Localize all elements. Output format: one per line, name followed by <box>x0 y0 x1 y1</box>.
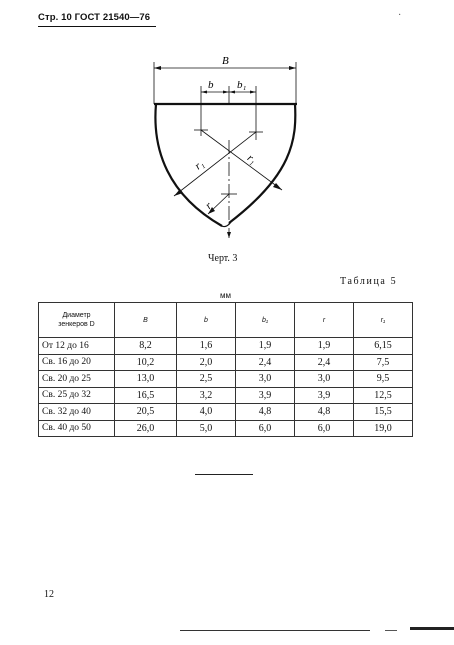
cell-b: 2,5 <box>177 371 236 388</box>
table-row <box>39 387 413 404</box>
label-r1-right: r₁ <box>244 151 259 167</box>
cell-big-b: 16,5 <box>115 387 177 404</box>
technical-drawing <box>0 0 454 260</box>
cell-b1: 3,9 <box>236 387 295 404</box>
header-r1: r₁ <box>354 303 413 338</box>
cell-b1: 6,0 <box>236 420 295 437</box>
table-title: Таблица 5 <box>340 276 398 287</box>
scan-artifact-bar <box>410 627 454 630</box>
cell-b1: 1,9 <box>236 338 295 355</box>
cell-r1: 6,15 <box>354 338 413 355</box>
table-header-row <box>39 303 413 338</box>
cell-big-b: 20,5 <box>115 404 177 421</box>
row-label: Св. 16 до 20 <box>39 354 115 371</box>
table-row <box>39 338 413 355</box>
label-r1-left: r₁ <box>192 157 207 173</box>
dim-big-b-arrow-right <box>289 66 296 70</box>
dim-b1-arrow-right <box>250 91 256 94</box>
header-diameter-line2: зенкеров D <box>58 321 95 328</box>
header-diameter-line1: Диаметр <box>62 312 91 319</box>
cell-b: 4,0 <box>177 404 236 421</box>
cell-r1: 7,5 <box>354 354 413 371</box>
header-b: b <box>177 303 236 338</box>
radius-r1-left <box>174 132 256 196</box>
row-label: Св. 40 до 50 <box>39 420 115 437</box>
cell-r1: 9,5 <box>354 371 413 388</box>
radius-r1-right <box>201 130 282 190</box>
page-number: 12 <box>44 589 54 600</box>
table-row <box>39 420 413 437</box>
cell-r1: 12,5 <box>354 387 413 404</box>
cell-r: 3,0 <box>295 371 354 388</box>
dim-b-arrow-left <box>201 91 207 94</box>
cell-b1: 2,4 <box>236 354 295 371</box>
cell-b1: 3,0 <box>236 371 295 388</box>
axis-arrow <box>227 232 231 238</box>
dim-b-arrow-right <box>223 91 229 94</box>
dimensions-table <box>38 302 413 437</box>
cell-r: 6,0 <box>295 420 354 437</box>
row-label: Св. 32 до 40 <box>39 404 115 421</box>
cell-b: 1,6 <box>177 338 236 355</box>
row-label: Св. 25 до 32 <box>39 387 115 404</box>
dim-b1-arrow-left <box>229 91 235 94</box>
table-row <box>39 354 413 371</box>
label-b1: b₁ <box>237 79 247 91</box>
header-big-b: B <box>115 303 177 338</box>
scan-artifact-dash <box>385 630 397 631</box>
dim-big-b-arrow-left <box>154 66 161 70</box>
cell-b: 2,0 <box>177 354 236 371</box>
cell-r: 1,9 <box>295 338 354 355</box>
cell-b1: 4,8 <box>236 404 295 421</box>
cell-b: 5,0 <box>177 420 236 437</box>
cell-big-b: 8,2 <box>115 338 177 355</box>
cell-r1: 19,0 <box>354 420 413 437</box>
label-big-b: B <box>222 55 229 67</box>
page-header: Стр. 10 ГОСТ 21540—76 <box>38 12 151 23</box>
cell-big-b: 10,2 <box>115 354 177 371</box>
figure-caption: Черт. 3 <box>208 253 238 264</box>
cell-r: 3,9 <box>295 387 354 404</box>
corner-mark: · <box>398 10 402 21</box>
header-r: r <box>295 303 354 338</box>
cell-b: 3,2 <box>177 387 236 404</box>
header-diameter <box>39 303 115 338</box>
cell-r: 4,8 <box>295 404 354 421</box>
cell-r1: 15,5 <box>354 404 413 421</box>
label-b: b <box>208 79 214 91</box>
label-r: r <box>203 199 215 212</box>
table-unit: мм <box>220 291 231 300</box>
cell-big-b: 26,0 <box>115 420 177 437</box>
cell-r: 2,4 <box>295 354 354 371</box>
table-row <box>39 371 413 388</box>
row-label: От 12 до 16 <box>39 338 115 355</box>
scan-artifact-line <box>180 630 370 631</box>
table-row <box>39 404 413 421</box>
header-b1: b₁ <box>236 303 295 338</box>
section-divider <box>195 474 253 475</box>
profile-right-arc <box>229 104 295 223</box>
cell-big-b: 13,0 <box>115 371 177 388</box>
row-label: Св. 20 до 25 <box>39 371 115 388</box>
